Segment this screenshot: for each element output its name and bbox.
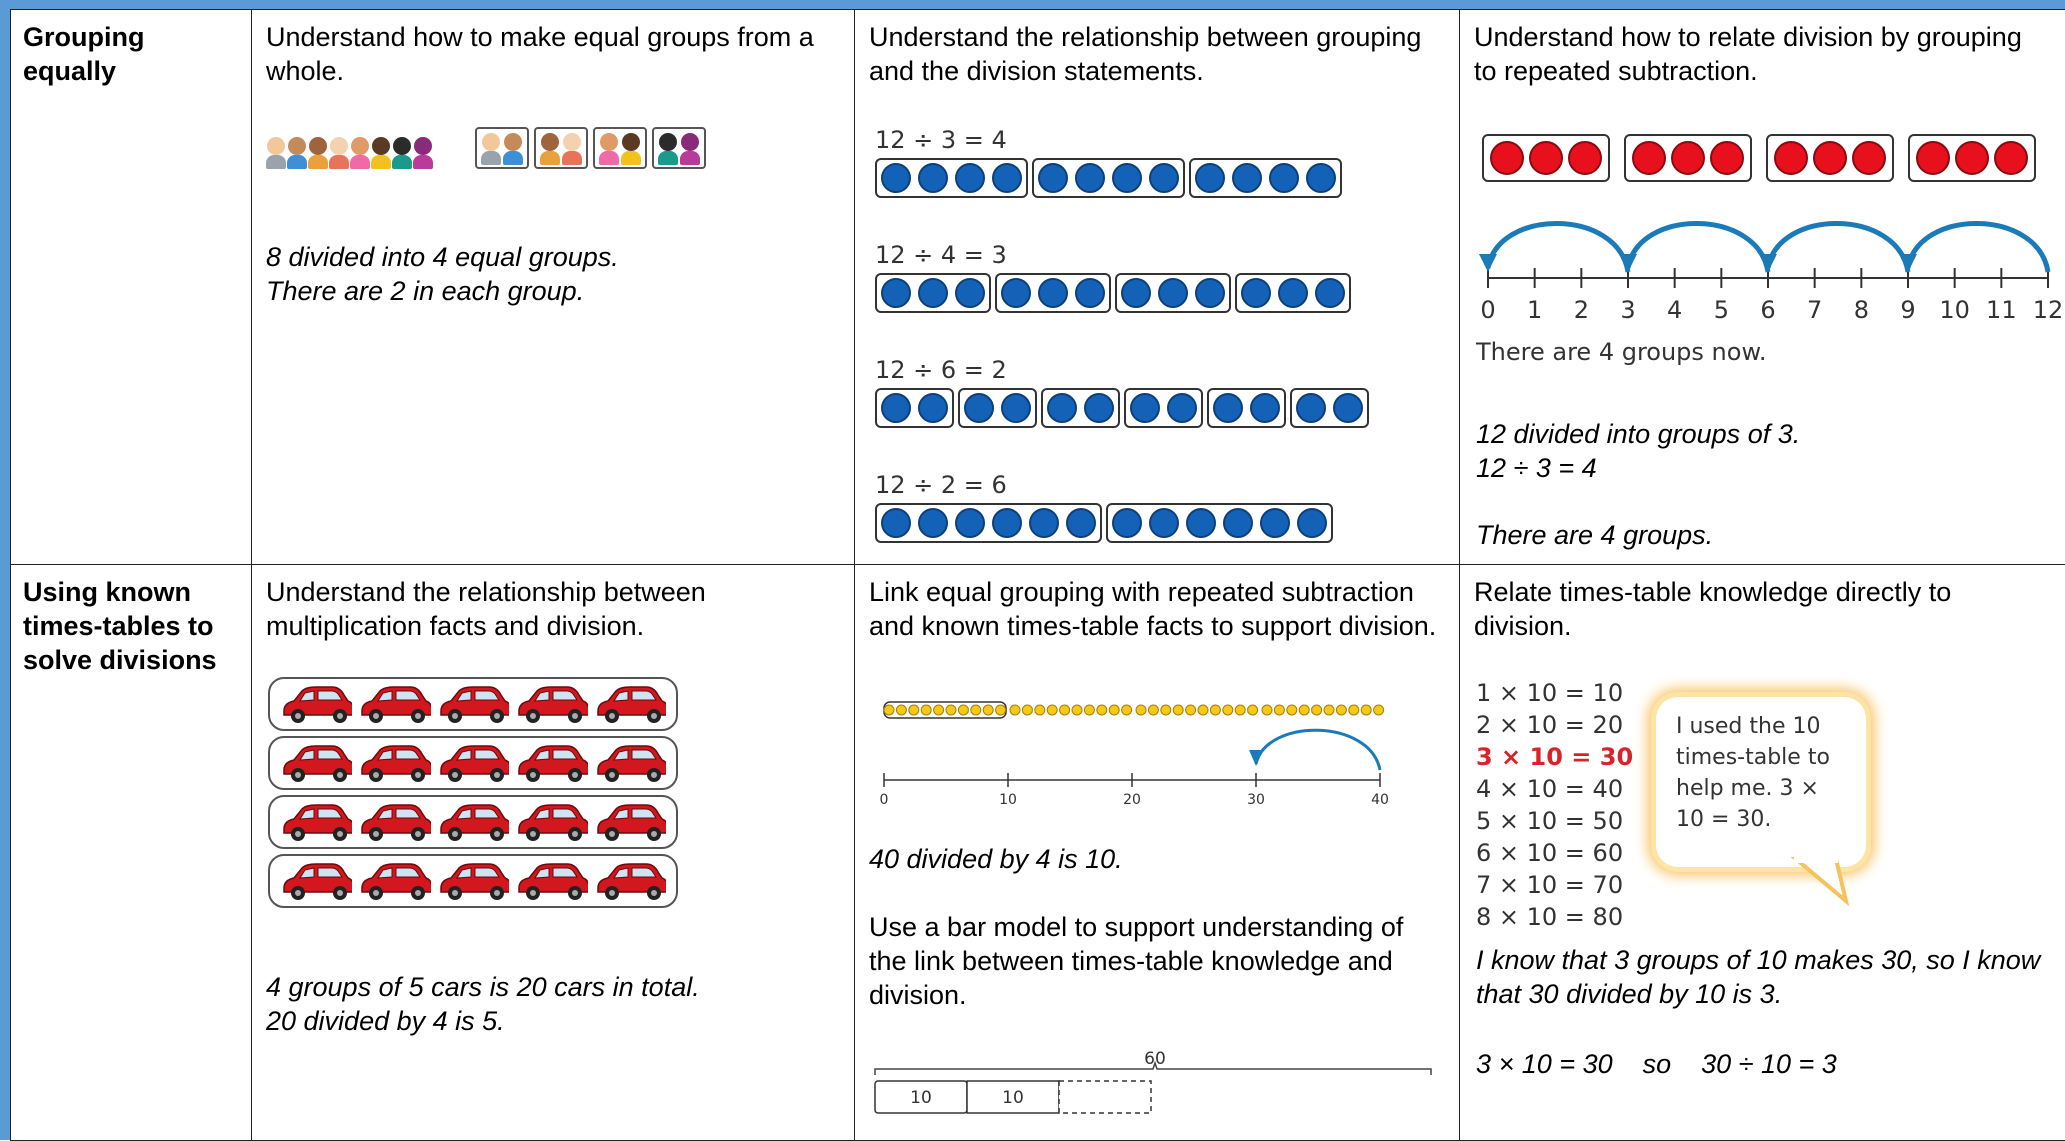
counter [996, 705, 1006, 715]
counter [1186, 705, 1196, 715]
number-line-jumps [1474, 192, 2064, 322]
counter [1072, 705, 1082, 715]
tick-label: 9 [1900, 296, 1915, 322]
child-pair-box [475, 127, 529, 169]
tick-label: 1 [1527, 296, 1542, 322]
number-line-caption: There are 4 groups now. [1476, 335, 1767, 369]
car-icon [594, 801, 666, 843]
times-table-fact: 7 × 10 = 70 [1476, 869, 1633, 901]
car-icon [358, 860, 430, 902]
times-table-fact: 2 × 10 = 20 [1476, 709, 1633, 741]
bar-model-description: Use a bar model to support understanding of the link between times-table knowledge and division. [869, 910, 1429, 1012]
child-icon [266, 135, 286, 169]
child-icon [503, 131, 523, 165]
child-pair-box [652, 127, 706, 169]
counter [1235, 705, 1245, 715]
tick-label: 6 [1760, 296, 1775, 322]
row-heading-text: Grouping equally [23, 22, 144, 86]
counter [1324, 705, 1334, 715]
car-row [268, 736, 678, 790]
counter [1374, 705, 1384, 715]
counter [1336, 705, 1346, 715]
cell-repeated-subtraction [1460, 10, 2065, 565]
times-table-fact: 8 × 10 = 80 [1476, 901, 1633, 933]
bar-model [873, 1045, 1433, 1125]
tick-label: 5 [1714, 296, 1729, 322]
times-table-fact: 3 × 10 = 30 [1476, 741, 1633, 773]
car-array [268, 677, 678, 913]
child-icon [562, 131, 582, 165]
tick-label: 10 [1939, 296, 1970, 322]
child-icon [621, 131, 641, 165]
car-icon [358, 742, 430, 784]
counter [884, 705, 894, 715]
cell-description: Understand the relationship between multiplication facts and division. [266, 575, 840, 643]
row-heading [11, 565, 252, 1141]
counter [1198, 705, 1208, 715]
counter [983, 705, 993, 715]
child-icon [540, 131, 560, 165]
children-illustration [266, 127, 711, 169]
example-line: 12 ÷ 3 = 4 [1476, 451, 1800, 485]
table-row [11, 565, 2065, 1141]
speech-bubble-tail [1790, 857, 1860, 907]
cell-description: Understand how to relate division by grouping to repeated subtraction. [1474, 20, 2051, 88]
bead-array-groups-of-4 [875, 158, 1342, 198]
times-table-fact: 5 × 10 = 50 [1476, 805, 1633, 837]
jump-arc [1256, 730, 1380, 770]
jump-arc [1628, 223, 1768, 272]
times-table-fact: 1 × 10 = 10 [1476, 677, 1633, 709]
times-table-fact: 6 × 10 = 60 [1476, 837, 1633, 869]
counter [1136, 705, 1146, 715]
child-icon [350, 135, 370, 169]
division-equation: 12 ÷ 4 = 3 [875, 238, 1007, 272]
arrow-head [1479, 254, 1497, 272]
counter [1361, 705, 1371, 715]
car-icon [437, 742, 509, 784]
jump-arc [1908, 223, 2048, 272]
example-line: I know that 3 groups of 10 makes 30, so I know that 30 divided by 10 is 3. [1476, 943, 2046, 1011]
counter [1349, 705, 1359, 715]
car-icon [280, 860, 352, 902]
example-line: 20 divided by 4 is 5. [266, 1004, 700, 1038]
counter [971, 705, 981, 715]
example-line: There are 4 groups. [1476, 518, 1713, 552]
car-icon [280, 742, 352, 784]
counter [909, 705, 919, 715]
child-icon [392, 135, 412, 169]
child-icon [599, 131, 619, 165]
counter [946, 705, 956, 715]
bead-array-groups-of-6 [875, 503, 1333, 543]
counter [1035, 705, 1045, 715]
car-icon [594, 683, 666, 725]
example-line: 3 × 10 = 30 so 30 ÷ 10 = 3 [1476, 1047, 1837, 1081]
division-equation: 12 ÷ 3 = 4 [875, 123, 1007, 157]
example-line: 8 divided into 4 equal groups. [266, 240, 619, 274]
bar-segment-unknown [1059, 1081, 1151, 1113]
jump-arc [1488, 223, 1628, 272]
cell-description: Relate times-table knowledge directly to division. [1474, 575, 2051, 643]
car-icon [280, 801, 352, 843]
counter [1262, 705, 1272, 715]
car-icon [437, 860, 509, 902]
counter-number-line [875, 700, 1435, 810]
child-icon [413, 135, 433, 169]
tick-label: 40 [1371, 792, 1389, 808]
child-icon [658, 131, 678, 165]
car-icon [594, 860, 666, 902]
child-pair-box [534, 127, 588, 169]
counter [1210, 705, 1220, 715]
child-icon [329, 135, 349, 169]
tick-label: 30 [1247, 792, 1265, 808]
example-line: There are 2 in each group. [266, 274, 619, 308]
counter [1223, 705, 1233, 715]
cell-grouping-whole [252, 10, 855, 565]
child-icon [371, 135, 391, 169]
children-ungrouped [266, 135, 433, 169]
bar-segment-label: 10 [910, 1088, 932, 1108]
counter [1010, 705, 1020, 715]
car-icon [358, 683, 430, 725]
child-pair-box [593, 127, 647, 169]
bar-segment-label: 10 [1002, 1088, 1024, 1108]
tick-label: 8 [1854, 296, 1869, 322]
example-line: 4 groups of 5 cars is 20 cars in total. [266, 970, 700, 1004]
car-icon [515, 860, 587, 902]
child-icon [308, 135, 328, 169]
car-icon [437, 683, 509, 725]
car-icon [515, 683, 587, 725]
counter [1248, 705, 1258, 715]
cell-description: Understand the relationship between grouping and the division statements. [869, 20, 1445, 88]
car-row [268, 795, 678, 849]
counter [1148, 705, 1158, 715]
counter [1312, 705, 1322, 715]
counter [921, 705, 931, 715]
car-icon [358, 801, 430, 843]
car-icon [515, 742, 587, 784]
tick-label: 10 [999, 792, 1017, 808]
tick-label: 11 [1986, 296, 2017, 322]
car-icon [594, 742, 666, 784]
jump-arc [1768, 223, 1908, 272]
tick-label: 4 [1667, 296, 1682, 322]
arrow-head [1249, 750, 1263, 766]
tick-label: 2 [1574, 296, 1589, 322]
row-heading [11, 10, 252, 565]
example-text [266, 240, 619, 308]
counter [934, 705, 944, 715]
times-table-facts [1476, 677, 1633, 933]
car-icon [515, 801, 587, 843]
example-text [266, 970, 700, 1038]
bar-total-label: 60 [1144, 1049, 1166, 1069]
cell-repeated-subtraction-tables [855, 565, 1460, 1141]
tick-label: 0 [1480, 296, 1495, 322]
children-grouped [475, 127, 711, 169]
car-row [268, 677, 678, 731]
example-line: 40 divided by 4 is 10. [869, 842, 1123, 876]
child-icon [287, 135, 307, 169]
tick-label: 7 [1807, 296, 1822, 322]
cell-grouping-statements [855, 10, 1460, 565]
car-icon [437, 801, 509, 843]
tick-label: 12 [2033, 296, 2064, 322]
cell-description: Link equal grouping with repeated subtraction and known times-table facts to support division. [869, 575, 1445, 643]
counter [958, 705, 968, 715]
tick-label: 20 [1123, 792, 1141, 808]
car-row [268, 854, 678, 908]
counter [1047, 705, 1057, 715]
child-icon [680, 131, 700, 165]
bead-array-groups-of-3 [875, 273, 1351, 313]
counter [1274, 705, 1284, 715]
speech-bubble [1656, 697, 1866, 867]
car-icon [280, 683, 352, 725]
cell-times-table-knowledge [1460, 565, 2065, 1141]
speech-bubble-text: I used the 10 times-table to help me. 3 × 10 = 30. [1676, 714, 1830, 832]
tick-label: 3 [1620, 296, 1635, 322]
counter [1173, 705, 1183, 715]
division-equation: 12 ÷ 6 = 2 [875, 353, 1007, 387]
row-heading-text: Using known times-tables to solve divisions [23, 577, 217, 675]
counter [1084, 705, 1094, 715]
child-icon [481, 131, 501, 165]
counter [1299, 705, 1309, 715]
counter [1022, 705, 1032, 715]
times-table-fact: 4 × 10 = 40 [1476, 773, 1633, 805]
bead-array-groups-of-2 [875, 388, 1369, 428]
table-row [11, 10, 2065, 565]
counter [1122, 705, 1132, 715]
cell-multiplication-facts [252, 565, 855, 1141]
example-line: 12 divided into groups of 3. [1476, 417, 1800, 451]
example-text [1476, 417, 1800, 485]
division-equation: 12 ÷ 2 = 6 [875, 468, 1007, 502]
progression-table [10, 9, 2065, 1141]
cell-description: Understand how to make equal groups from a whole. [266, 20, 840, 88]
counter [1060, 705, 1070, 715]
red-counter-groups [1482, 134, 2036, 182]
counter [1287, 705, 1297, 715]
counter [1097, 705, 1107, 715]
counter [1161, 705, 1171, 715]
counter [896, 705, 906, 715]
tick-label: 0 [880, 792, 889, 808]
counter [1109, 705, 1119, 715]
